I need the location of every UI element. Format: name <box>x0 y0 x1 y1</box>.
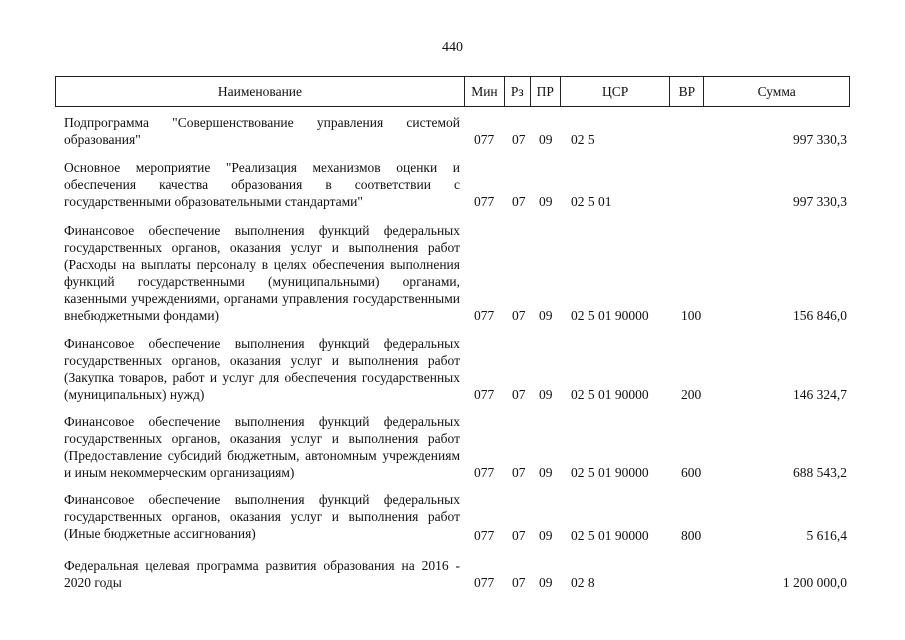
header-pr: ПР <box>531 77 561 106</box>
row-vr: 100 <box>681 308 702 323</box>
row-rz: 07 <box>512 528 526 543</box>
row-sum: 1 200 000,0 <box>782 575 847 590</box>
row-pr: 09 <box>539 465 553 480</box>
row-rz: 07 <box>512 465 526 480</box>
row-name: Финансовое обеспечение выполнения функций федеральных государственных органов, оказания услуг и выполнения работ (Предоставление субсидий бюджетным, автономным учреждениям и иным некоммерческим организациям) <box>64 414 460 480</box>
row-sum: 146 324,7 <box>793 387 847 402</box>
row-min: 077 <box>474 575 495 590</box>
row-min: 077 <box>474 528 495 543</box>
row-sum: 688 543,2 <box>793 465 847 480</box>
row-csr: 02 5 01 90000 <box>571 308 649 323</box>
row-csr: 02 5 01 90000 <box>571 387 649 402</box>
row-rz: 07 <box>512 387 526 402</box>
row-sum: 5 616,4 <box>806 528 847 543</box>
row-name: Финансовое обеспечение выполнения функций федеральных государственных органов, оказания услуг и выполнения работ (Закупка товаров, работ и услуг для обеспечения государственных (муниципальных) нужд) <box>64 336 460 402</box>
row-vr: 800 <box>681 528 702 543</box>
row-csr: 02 5 01 90000 <box>571 465 649 480</box>
row-name: Основное мероприятие "Реализация механизмов оценки и обеспечения качества образования в соответствии с государственными образовательными стандартами" <box>64 160 460 209</box>
row-sum: 997 330,3 <box>793 194 847 209</box>
row-pr: 09 <box>539 308 553 323</box>
page-number: 440 <box>442 40 463 55</box>
row-min: 077 <box>474 194 495 209</box>
row-min: 077 <box>474 465 495 480</box>
row-sum: 156 846,0 <box>793 308 847 323</box>
row-csr: 02 8 <box>571 575 595 590</box>
header-vr: ВР <box>670 77 704 106</box>
row-rz: 07 <box>512 194 526 209</box>
row-pr: 09 <box>539 387 553 402</box>
row-name: Финансовое обеспечение выполнения функций федеральных государственных органов, оказания услуг и выполнения работ (Иные бюджетные ассигнования) <box>64 492 460 541</box>
row-pr: 09 <box>539 575 553 590</box>
row-min: 077 <box>474 387 495 402</box>
row-rz: 07 <box>512 132 526 147</box>
header-sum: Сумма <box>757 83 796 99</box>
row-sum: 997 330,3 <box>793 132 847 147</box>
header-rz: Рз <box>505 77 531 106</box>
row-vr: 600 <box>681 465 702 480</box>
row-csr: 02 5 01 <box>571 194 612 209</box>
row-vr: 200 <box>681 387 702 402</box>
row-name: Подпрограмма "Совершенствование управления системой образования" <box>64 115 460 147</box>
header-csr: ЦСР <box>561 77 671 106</box>
row-rz: 07 <box>512 308 526 323</box>
table-header <box>55 76 850 107</box>
row-name: Финансовое обеспечение выполнения функций федеральных государственных органов, оказания услуг и выполнения работ (Расходы на выплаты персоналу в целях обеспечения выполнения функций государственными (муниципальными) органами, казенными учреждениями, органами управления государственными внебюджетными фондами) <box>64 223 460 323</box>
header-min: Мин <box>465 77 505 106</box>
row-pr: 09 <box>539 132 553 147</box>
row-min: 077 <box>474 132 495 147</box>
row-rz: 07 <box>512 575 526 590</box>
row-csr: 02 5 01 90000 <box>571 528 649 543</box>
row-pr: 09 <box>539 194 553 209</box>
row-name: Федеральная целевая программа развития образования на 2016 - 2020 годы <box>64 558 460 590</box>
header-name: Наименование <box>56 77 465 106</box>
row-min: 077 <box>474 308 495 323</box>
row-pr: 09 <box>539 528 553 543</box>
row-csr: 02 5 <box>571 132 595 147</box>
